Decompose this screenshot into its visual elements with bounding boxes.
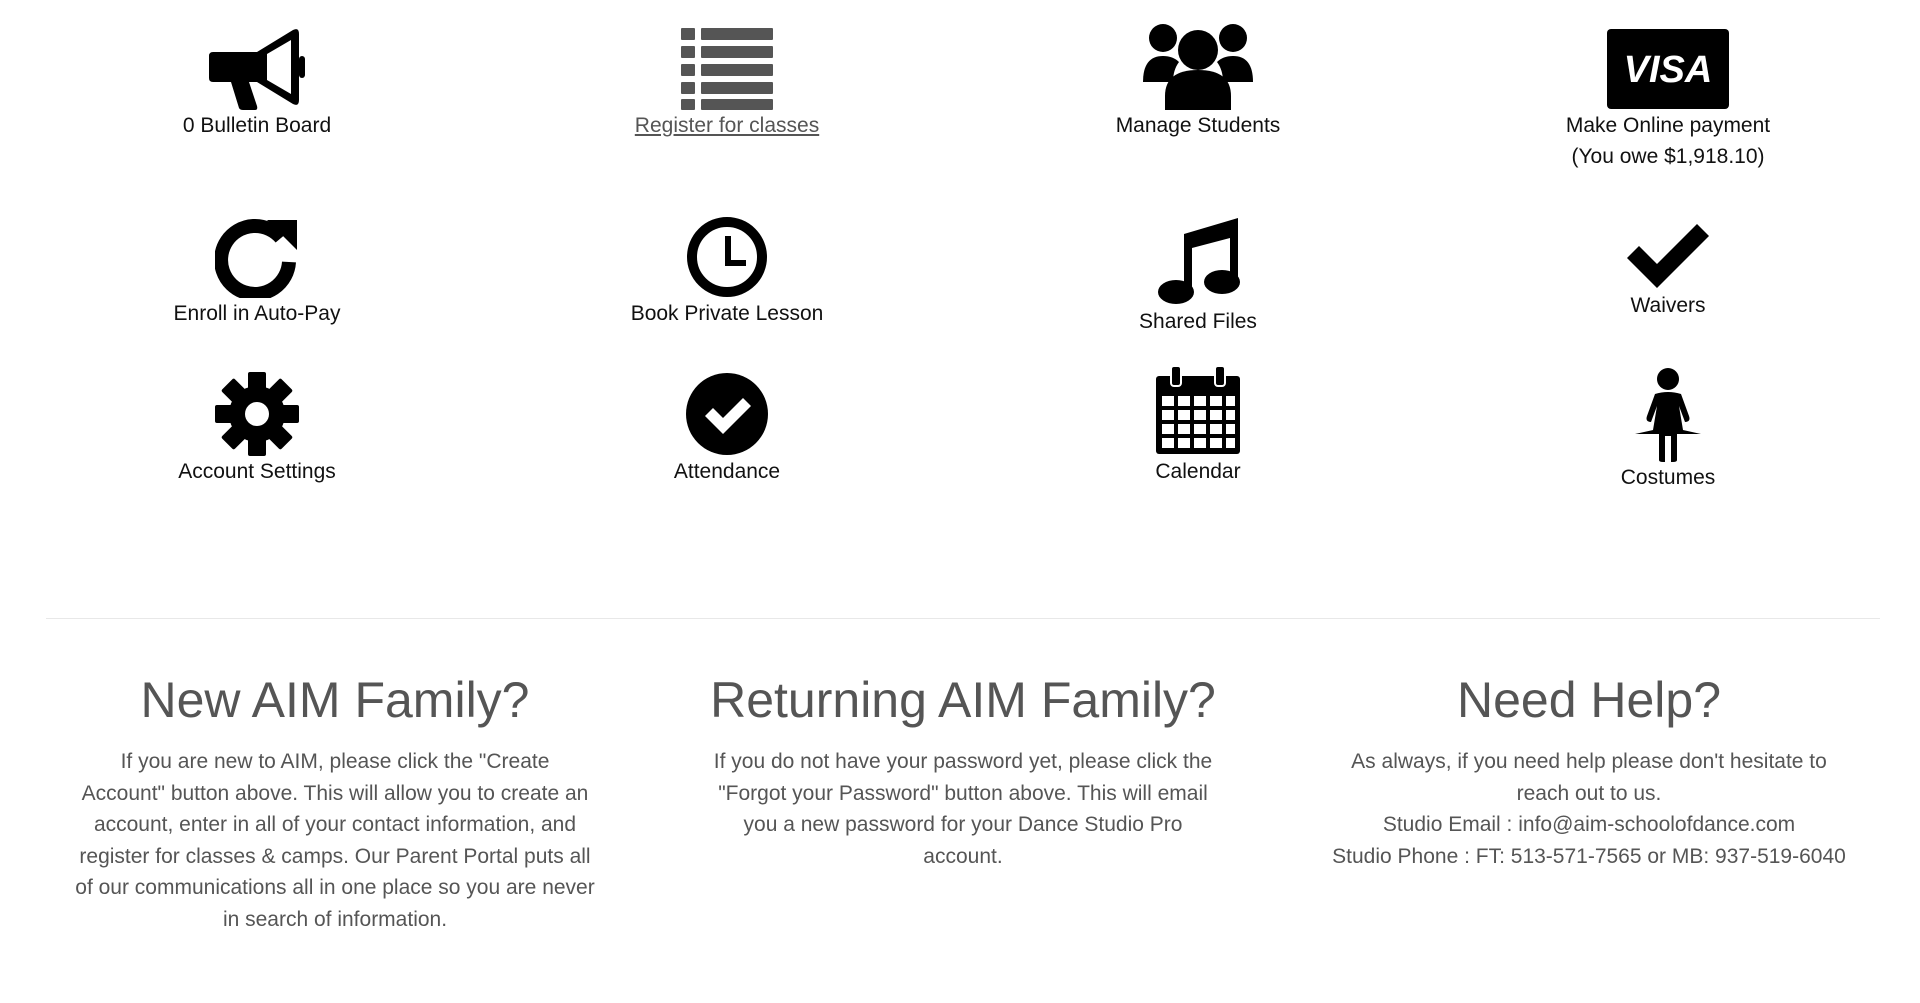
tile-label: 0 Bulletin Board [182,114,332,137]
text-line: account, enter in all of your contact information, and [93,813,577,836]
tile-costumes[interactable] [1468,368,1868,493]
visa-card-text: VISA [1623,49,1713,91]
need-help-section [1306,664,1872,872]
list-icon [677,26,777,110]
text-line: "Forgot your Password" button above. This will email [718,781,1208,805]
tile-label: Waivers [1630,294,1706,317]
returning-family-title: Returning AIM Family? [710,672,1216,728]
tile-account-settings[interactable] [57,372,457,487]
tile-shared-files[interactable] [998,216,1398,337]
tile-attendance[interactable] [527,372,927,487]
text-line: register for classes & camps. Our Parent Portal puts all [79,844,591,868]
tile-online-payment[interactable] [1468,28,1868,172]
new-family-text [52,746,618,935]
text-line: in search of information. [222,907,448,931]
text-line: If you do not have your password yet, please click the [713,750,1213,773]
tile-label: Calendar [1155,460,1241,483]
section-divider [46,618,1880,619]
returning-family-section [680,664,1246,872]
tile-label: Make Online payment [1565,114,1771,137]
tile-label: Manage Students [1115,114,1281,137]
text-line: reach out to us. [1516,781,1662,805]
text-line: As always, if you need help please don't hesitate to [1351,750,1827,773]
tile-label: Shared Files [1139,310,1257,333]
amount-owed: (You owe $1,918.10) [1571,145,1765,168]
tile-waivers[interactable] [1468,224,1868,321]
tile-manage-students[interactable] [998,20,1398,141]
visa-card-icon [1606,28,1730,110]
tile-label: Enroll in Auto-Pay [173,302,341,325]
users-icon [1143,20,1253,110]
tile-bulletin-board[interactable] [57,26,457,141]
check-circle-icon [685,372,769,456]
gear-icon [215,372,299,456]
music-note-icon [1156,216,1240,306]
studio-email: Studio Email : info@aim-schoolofdance.com [1382,813,1796,836]
need-help-text [1306,746,1872,872]
tile-label: Costumes [1620,466,1716,489]
tile-private-lesson[interactable] [527,216,927,329]
megaphone-icon [207,26,307,110]
tile-auto-pay[interactable] [57,216,457,329]
checkmark-icon [1625,224,1711,290]
tile-label: Book Private Lesson [630,302,824,325]
clock-icon [686,216,768,298]
tile-label: Attendance [673,460,781,483]
tile-calendar[interactable] [998,366,1398,487]
tile-label[interactable]: Register for classes [634,114,820,137]
tile-register-classes[interactable] [527,26,927,141]
text-line: account. [923,844,1003,868]
studio-phone: Studio Phone : FT: 513-571-7565 or MB: 937-519-6040 [1332,844,1846,868]
tile-label: Account Settings [178,460,336,483]
text-line: you a new password for your Dance Studio Pro [743,813,1183,836]
calendar-icon [1153,366,1243,456]
refresh-icon [215,216,299,298]
text-line: Account" button above. This will allow you to create an [81,781,589,805]
new-family-title: New AIM Family? [140,672,530,728]
dress-figure-icon [1633,368,1703,462]
text-line: If you are new to AIM, please click the "Create [120,750,550,773]
need-help-title: Need Help? [1456,672,1722,728]
text-line: of our communications all in one place so you are never [75,876,595,899]
new-family-section [52,664,618,935]
returning-family-text [680,746,1246,872]
